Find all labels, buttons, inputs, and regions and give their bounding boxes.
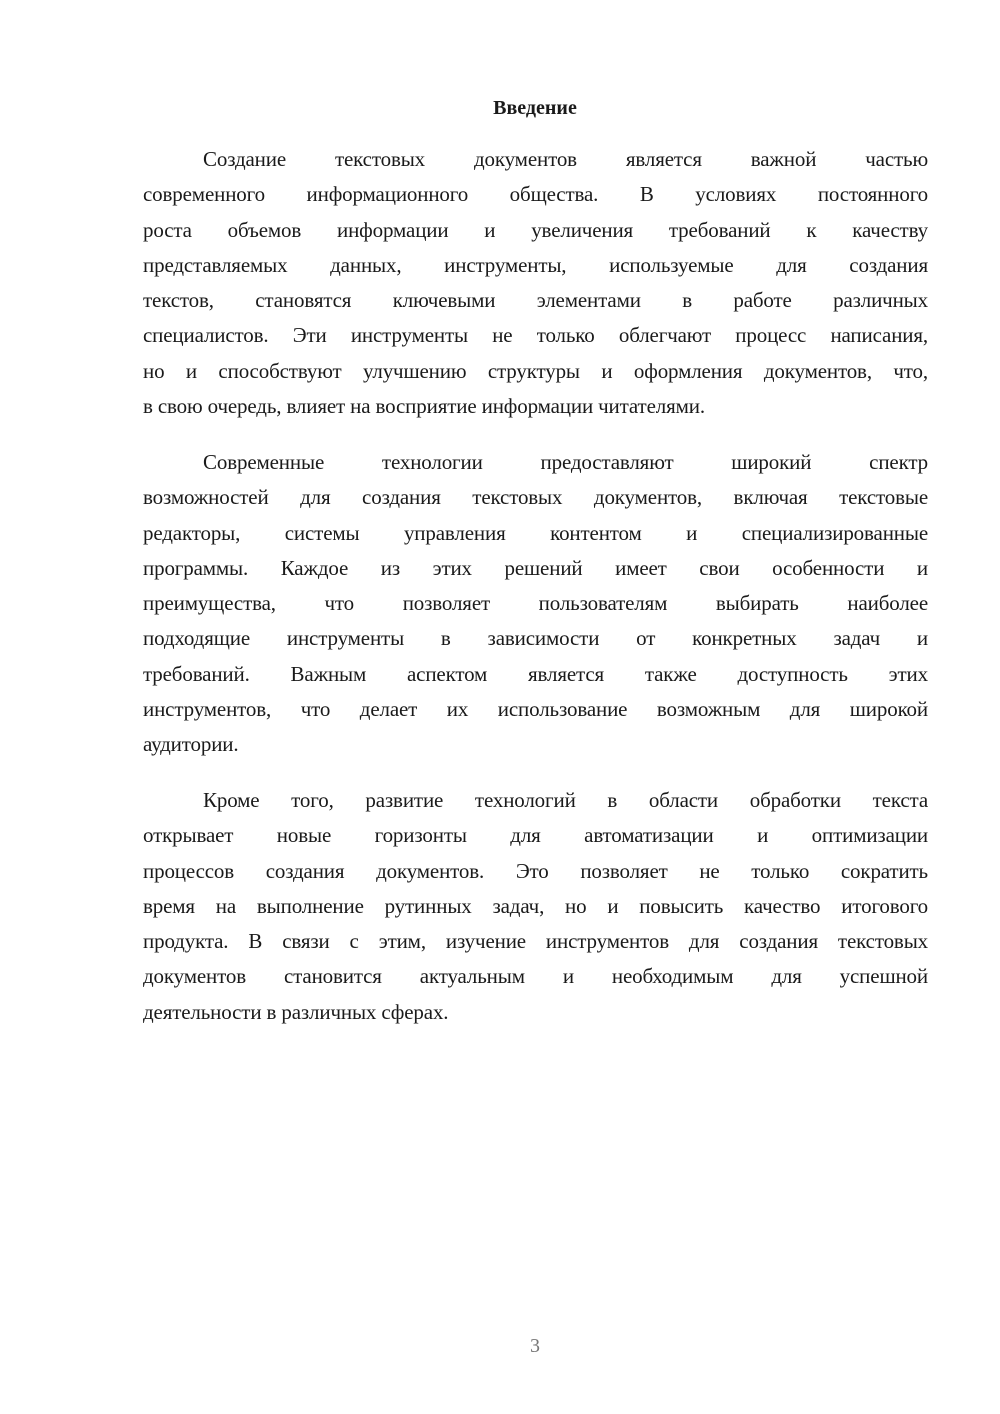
paragraph-2 bbox=[143, 445, 928, 763]
text-line: открывает новые горизонты для автоматизации и оптимизации bbox=[143, 823, 928, 848]
text-line: редакторы, системы управления контентом и специализированные bbox=[143, 520, 928, 545]
text-line: требований. Важным аспектом является также доступность этих bbox=[143, 661, 928, 686]
text-line: документов становится актуальным и необходимым для успешной bbox=[143, 964, 928, 989]
text-line: подходящие инструменты в зависимости от конкретных задач и bbox=[143, 626, 928, 651]
text-line: представляемых данных, инструменты, используемые для создания bbox=[143, 252, 928, 277]
page-number: 3 bbox=[530, 1335, 540, 1357]
text-line: аудитории. bbox=[143, 732, 239, 757]
text-line: Создание текстовых документов является важной частью bbox=[203, 147, 928, 171]
text-line: продукта. В связи с этим, изучение инструментов для создания текстовых bbox=[143, 929, 928, 954]
text-line: роста объемов информации и увеличения требований к качеству bbox=[143, 217, 928, 242]
text-line: Современные технологии предоставляют широкий спектр bbox=[203, 450, 928, 474]
text-line: преимущества, что позволяет пользователям выбирать наиболее bbox=[143, 591, 928, 616]
text-line: текстов, становятся ключевыми элементами в работе различных bbox=[143, 288, 928, 313]
text-line: Кроме того, развитие технологий в области обработки текста bbox=[203, 788, 928, 812]
paragraph-1 bbox=[143, 142, 928, 424]
paragraph-3 bbox=[143, 783, 928, 1030]
text-line: время на выполнение рутинных задач, но и повысить качество итогового bbox=[143, 893, 928, 918]
text-line: процессов создания документов. Это позволяет не только сократить bbox=[143, 858, 928, 883]
text-line: современного информационного общества. В условиях постоянного bbox=[143, 182, 928, 207]
text-line: в свою очередь, влияет на восприятие информации читателями. bbox=[143, 394, 705, 419]
text-line: программы. Каждое из этих решений имеет свои особенности и bbox=[143, 555, 928, 580]
text-line: инструментов, что делает их использование возможным для широкой bbox=[143, 697, 928, 722]
text-line: но и способствуют улучшению структуры и оформления документов, что, bbox=[143, 358, 928, 383]
page-title: Введение bbox=[493, 97, 577, 119]
text-line: деятельности в различных сферах. bbox=[143, 999, 449, 1024]
text-line: специалистов. Эти инструменты не только облегчают процесс написания, bbox=[143, 323, 928, 348]
text-line: возможностей для создания текстовых документов, включая текстовые bbox=[143, 485, 928, 510]
